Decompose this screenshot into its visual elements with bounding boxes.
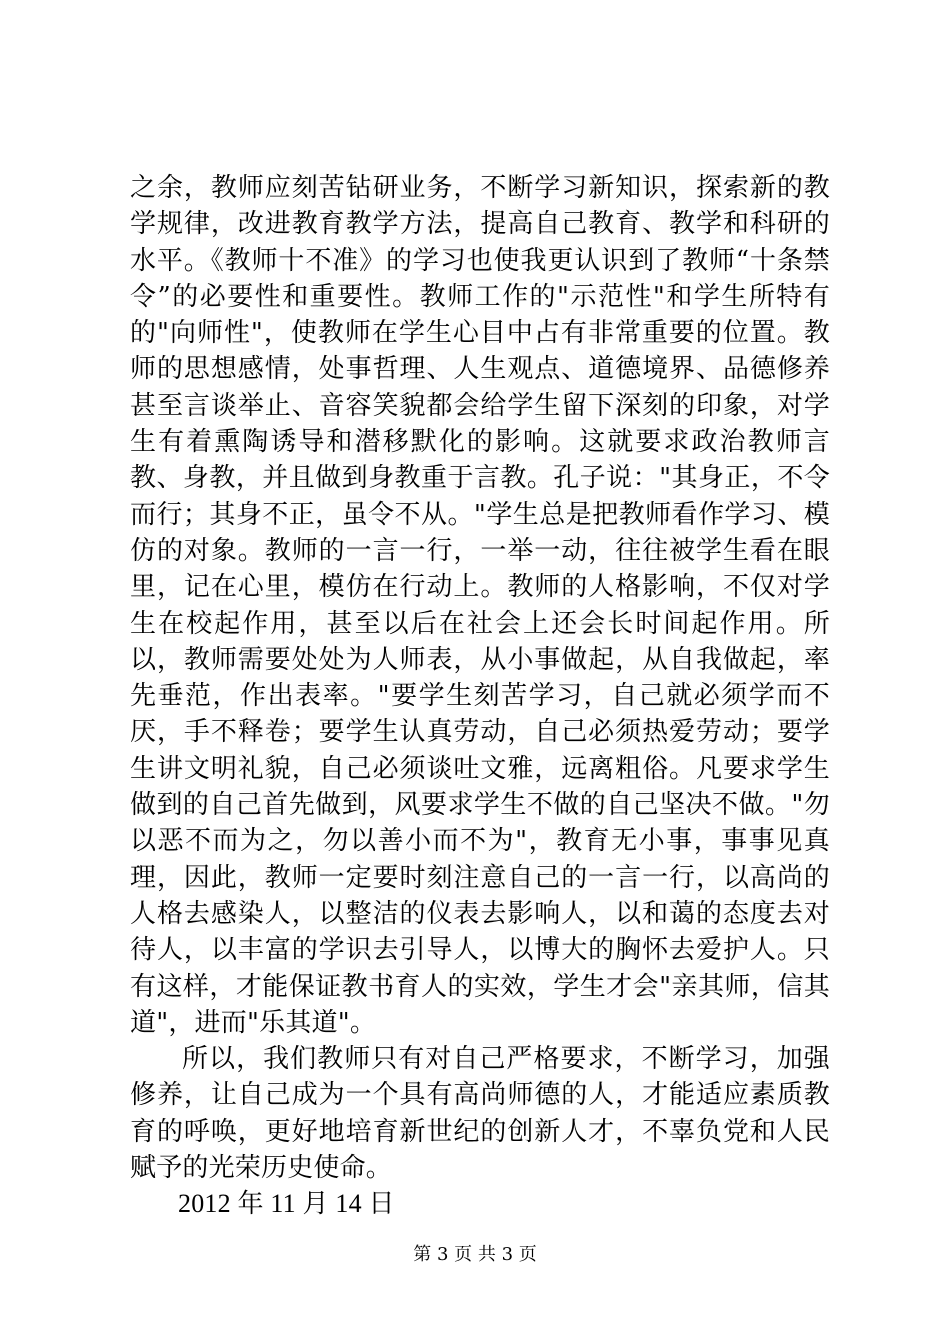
body-paragraph-1: 之余，教师应刻苦钻研业务，不断学习新知识，探索新的教学规律，改进教育教学方法，提高自己教育、教学和科研的水平。《教师十不准》的学习也使我更认识到了教师“十条禁令”的必要性和重要性。教师工作的"示范性"和学生所特有的"向师性"，使教师在学生心目中占有非常重要的位置。教师的思想感情，处事哲理、人生观点、道德境界、品德修养甚至言谈举止、音容笑貌都会给学生留下深刻的印象，对学生有着熏陶诱导和潜移默化的影响。这就要求政治教师言教、身教，并且做到身教重于言教。孔子说："其身正，不令而行；其身不正，虽令不从。"学生总是把教师看作学习、模仿的对象。教师的一言一行，一举一动，往往被学生看在眼里，记在心里，模仿在行动上。教师的人格影响，不仅对学生在校起作用，甚至以后在社会上还会长时间起作用。所以，教师需要处处为人师表，从小事做起，从自我做起，率先垂范，作出表率。"要学生刻苦学习，自己就必须学而不厌，手不释卷；要学生认真劳动，自己必须热爱劳动；要学生讲文明礼貌，自己必须谈吐文雅，远离粗俗。凡要求学生做到的自己首先做到，风要求学生不做的自己坚决不做。"勿以恶不而为之，勿以善小而不为"，教育无小事，事事见真理，因此，教师一定要时刻注意自己的一言一行，以高尚的人格去感染人，以整洁的仪表去影响人，以和蔼的态度去对待人，以丰富的学识去引导人，以博大的胸怀去爱护人。只有这样，才能保证教书育人的实效，学生才会"亲其师，信其道"，进而"乐其道"。 [130,173,830,1038]
page-footer: 第 3 页 共 3 页 [413,1244,537,1265]
document-body [130,170,830,1223]
document-date: 2012 年 11 月 14 日 [178,1189,395,1219]
body-paragraph-2: 所以，我们教师只有对自己严格要求，不断学习，加强修养，让自己成为一个具有高尚师德的人，才能适应素质教育的呼唤，更好地培育新世纪的创新人才，不辜负党和人民赋予的光荣历史使命。 [130,1044,830,1184]
